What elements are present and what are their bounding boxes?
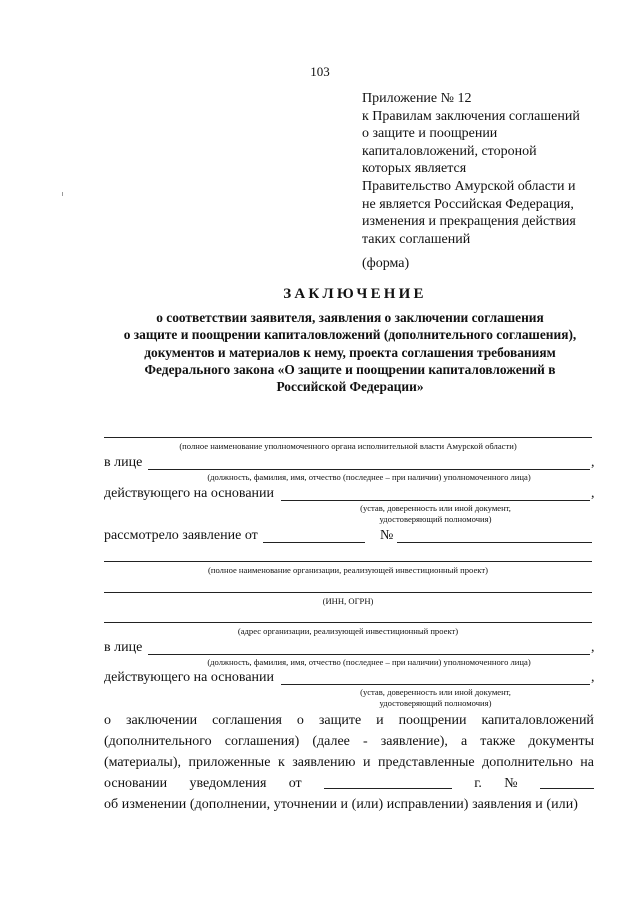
- notice-date-field[interactable]: [324, 776, 452, 789]
- person-caption-2: (должность, фамилия, имя, отчество (последнее – при наличии) уполномоченного лица): [207, 657, 531, 667]
- word: №: [504, 776, 518, 791]
- inn-ogrn-field[interactable]: [104, 592, 592, 593]
- subtitle-line: о соответствии заявителя, заявления о заключении соглашения: [156, 310, 544, 325]
- word: и: [363, 755, 371, 770]
- subtitle-line: о защите и поощрении капиталовложений (дополнительного соглашения),: [123, 327, 577, 343]
- word: капиталовложений: [481, 713, 594, 728]
- word: и: [376, 713, 384, 728]
- word: -: [362, 734, 368, 749]
- comma: ,: [591, 486, 595, 501]
- appendix-line: таких соглашений: [362, 231, 471, 247]
- appendix-line: капиталовложений, стороной: [362, 143, 537, 159]
- word: защите: [318, 713, 362, 728]
- subtitle-line: Федерального закона «О защите и поощрении капиталовложений в: [144, 361, 556, 377]
- word: поощрении: [398, 713, 467, 728]
- person-caption: (должность, фамилия, имя, отчество (последнее – при наличии) уполномоченного лица): [207, 472, 531, 482]
- inn-ogrn-caption: (ИНН, ОГРН): [322, 596, 374, 606]
- word: г.: [474, 776, 482, 791]
- appendix-line: о защите и поощрении: [362, 126, 498, 142]
- basis-caption: удостоверяющий полномочия): [379, 514, 492, 524]
- word: от: [288, 776, 302, 791]
- word: о: [296, 713, 304, 728]
- document-subtitle: [100, 309, 600, 395]
- word: представленные: [378, 755, 475, 770]
- word: (дополнительного: [104, 734, 212, 749]
- paragraph-line-1: [104, 713, 594, 729]
- address-field[interactable]: [104, 622, 592, 623]
- subtitle-line: документов и материалов к нему, проекта соглашения требованиям: [144, 344, 556, 360]
- appendix-block: [362, 90, 612, 248]
- basis-field[interactable]: [281, 500, 590, 501]
- form-label: (форма): [362, 256, 410, 271]
- word: к: [277, 755, 285, 770]
- appendix-line: изменения и прекращения действия: [362, 214, 576, 230]
- comma: ,: [591, 455, 595, 470]
- scan-artifact: [62, 192, 63, 196]
- basis-caption-2: удостоверяющий полномочия): [379, 698, 492, 708]
- paragraph-line-3: [104, 755, 594, 771]
- org-name-caption: (полное наименование организации, реализующей инвестиционный проект): [208, 565, 488, 575]
- subtitle-line: Российской Федерации»: [276, 379, 424, 395]
- paragraph-line-2: [104, 734, 594, 750]
- word: соглашения: [212, 713, 282, 728]
- word: основании: [104, 776, 168, 791]
- acting-basis-label-2: действующего на основании: [104, 670, 275, 685]
- word: уведомления: [189, 776, 267, 791]
- comma: ,: [591, 670, 595, 685]
- word: а: [460, 734, 468, 749]
- paragraph-line-4: [104, 776, 594, 792]
- document-title: ЗАКЛЮЧЕНИЕ: [283, 286, 427, 302]
- word: (материалы),: [104, 755, 181, 770]
- word: заявлению: [292, 755, 356, 770]
- considered-label: рассмотрело заявление от: [104, 528, 258, 543]
- word: на: [580, 755, 594, 770]
- word: приложенные: [188, 755, 271, 770]
- page-number: 103: [310, 64, 330, 79]
- acting-basis-label: действующего на основании: [104, 486, 275, 501]
- person-field[interactable]: [148, 469, 590, 470]
- basis-field-2[interactable]: [281, 684, 590, 685]
- word: также: [480, 734, 516, 749]
- comma: ,: [591, 640, 595, 655]
- address-caption: (адрес организации, реализующей инвестиционный проект): [237, 626, 459, 636]
- appendix-line: которых является: [362, 161, 467, 177]
- organ-name-caption: (полное наименование уполномоченного органа исполнительной власти Амурской области): [179, 441, 517, 451]
- in-person-label-2: в лице: [104, 640, 143, 655]
- appendix-line: к Правилам заключения соглашений: [362, 108, 580, 124]
- word: заявление),: [380, 734, 448, 749]
- in-person-label: в лице: [104, 455, 143, 470]
- notice-number-field[interactable]: [540, 776, 594, 789]
- org-name-field[interactable]: [104, 561, 592, 562]
- date-field[interactable]: [263, 542, 365, 543]
- word: (далее: [312, 734, 350, 749]
- person-field-2[interactable]: [148, 654, 590, 655]
- appendix-line: не является Российская Федерация,: [362, 196, 574, 212]
- organ-name-field[interactable]: [104, 437, 592, 438]
- basis-caption: (устав, доверенность или иной документ,: [360, 503, 511, 513]
- word: дополнительно: [482, 755, 573, 770]
- appendix-line: Приложение № 12: [362, 91, 472, 106]
- word: о: [104, 713, 111, 728]
- word: документы: [528, 734, 594, 749]
- paragraph-line-5: об изменении (дополнении, уточнении и (или) исправлении) заявления и (или): [104, 797, 578, 812]
- word: соглашения): [224, 734, 300, 749]
- word: заключении: [125, 713, 198, 728]
- number-sign: №: [380, 528, 394, 543]
- appendix-line: Правительство Амурской области и: [362, 178, 576, 194]
- basis-caption-2: (устав, доверенность или иной документ,: [360, 687, 511, 697]
- number-field[interactable]: [397, 542, 592, 543]
